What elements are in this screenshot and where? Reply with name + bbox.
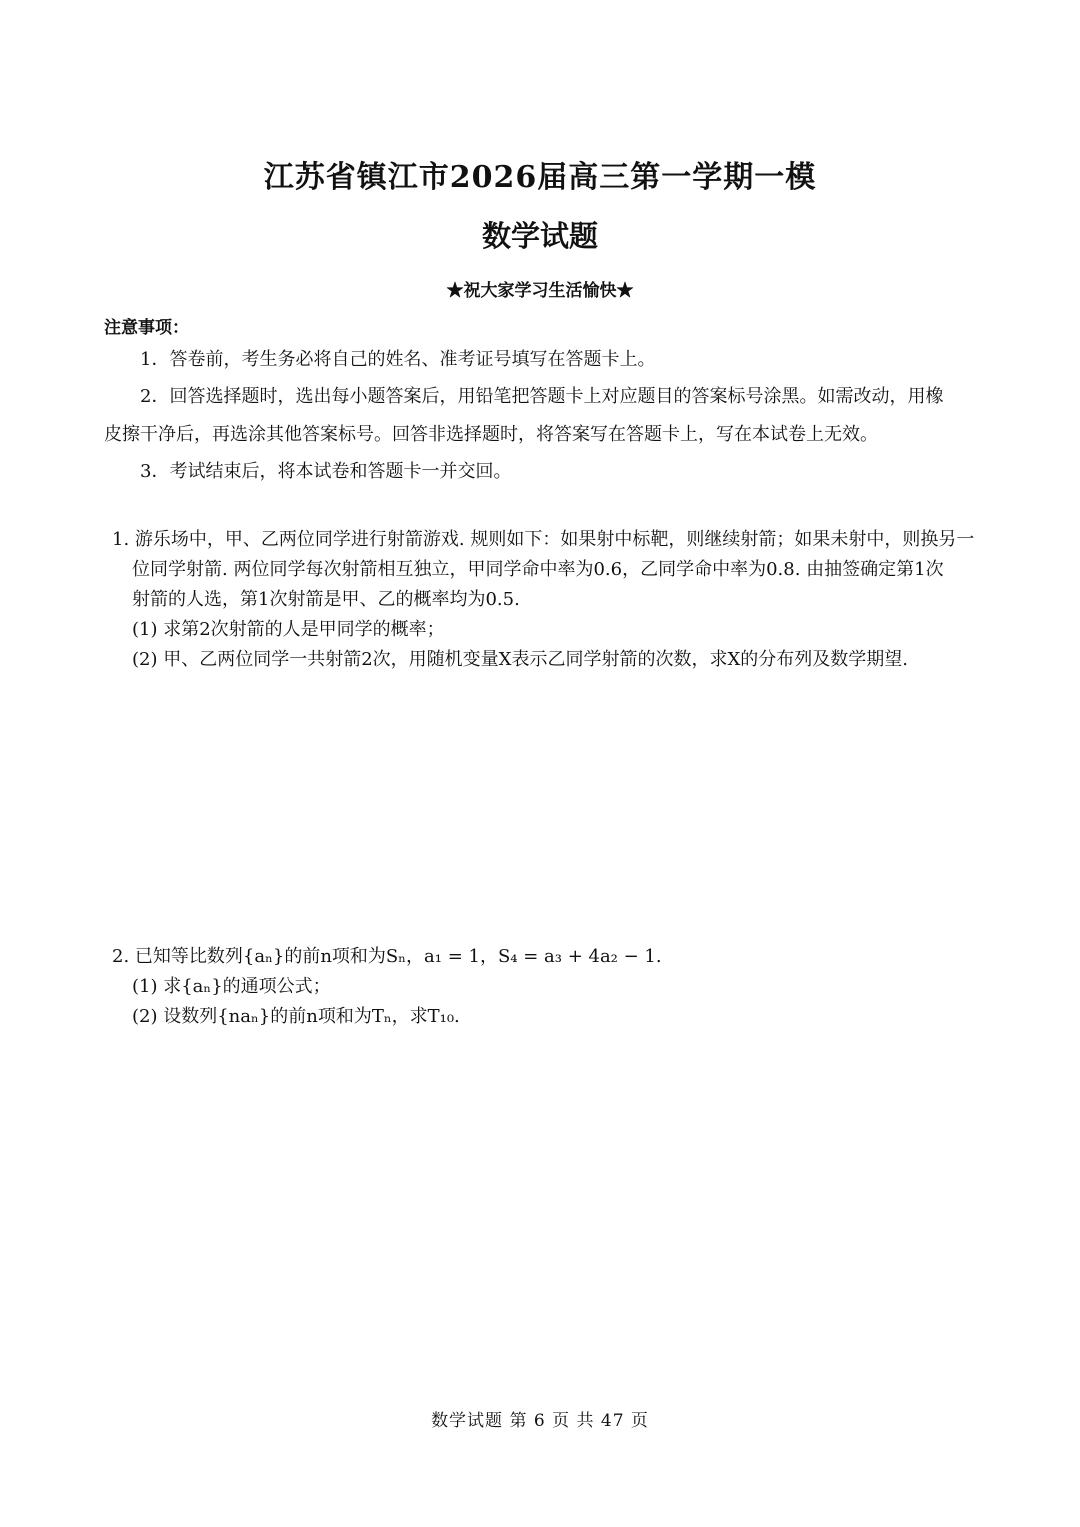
question-2 (112, 942, 982, 1032)
notice-item-2 (104, 378, 974, 454)
question-1-line-2: 位同学射箭. 两位同学每次射箭相互独立，甲同学命中率为0.6，乙同学命中率为0.8. 由抽签确定第1次 (132, 559, 944, 580)
exam-subtitle: 数学试题 (481, 219, 598, 253)
notice-item-text: 1．答卷前，考生务必将自己的姓名、准考证号填写在答题卡上。 (140, 349, 656, 370)
notice-heading: 注意事项： (104, 318, 189, 338)
question-2-line-1: 2. 已知等比数列{aₙ}的前n项和为Sₙ，a₁ = 1，S₄ = a₃ + 4a₂ − 1. (112, 946, 662, 967)
question-1 (112, 525, 982, 675)
question-1-line-1: 1. 游乐场中，甲、乙两位同学进行射箭游戏. 规则如下：如果射中标靶，则继续射箭；如果未射中，则换另一 (112, 529, 975, 550)
question-2-part-1: (1) 求{aₙ}的通项公式； (132, 976, 331, 997)
exam-title: 江苏省镇江市2026届高三第一学期一模 (263, 160, 817, 195)
notice-item-text: 2．回答选择题时，选出每小题答案后，用铅笔把答题卡上对应题目的答案标号涂黑。如需改动，用橡 (140, 386, 944, 407)
page-footer: 数学试题 第 6 页 共 47 页 (431, 1411, 649, 1431)
notice-item-text-continued: 皮擦干净后，再选涂其他答案标号。回答非选择题时，将答案写在答题卡上，写在本试卷上无效。 (104, 424, 878, 445)
notice-item-3 (104, 453, 974, 491)
question-1-part-1: (1) 求第2次射箭的人是甲同学的概率； (132, 619, 445, 640)
notice-item-1 (104, 341, 974, 379)
question-2-part-2: (2) 设数列{naₙ}的前n项和为Tₙ，求T₁₀. (132, 1006, 460, 1027)
exam-motto: ★祝大家学习生活愉快★ (446, 281, 634, 301)
question-1-part-2: (2) 甲、乙两位同学一共射箭2次，用随机变量X表示乙同学射箭的次数，求X的分布列及数学期望. (132, 649, 909, 670)
question-1-line-3: 射箭的人选，第1次射箭是甲、乙的概率均为0.5. (132, 589, 520, 610)
notice-item-text: 3．考试结束后，将本试卷和答题卡一并交回。 (140, 461, 512, 482)
